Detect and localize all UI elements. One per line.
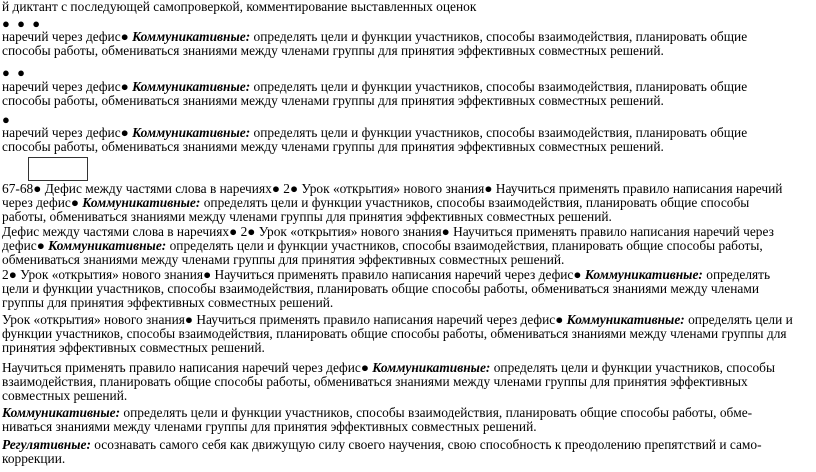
paragraph-9-line-1: Коммуникативные: определять цели и функции участников, способы взаимодействия, планировать общие способы работы, обме-	[2, 405, 753, 420]
paragraph-4-line-2: через дефис● Коммуникативные: определять цели и функции участников, способы взаимодействия, планировать общие способы	[2, 195, 750, 210]
paragraph-2-line-1: наречий через дефис● Коммуникативные: определять цели и функции участников, способы взаимодействия, планировать общие	[2, 79, 748, 94]
bullet-mark: ●	[120, 29, 129, 44]
paragraph-8-line-3: совместных решений.	[2, 388, 128, 403]
bullet-row-2: ● ●	[2, 65, 27, 80]
paragraph-10-line-2: коррекции.	[2, 451, 66, 466]
paragraph-7-line-1: Урок «открытия» нового знания● Научиться применять правило написания наречий через дефис● Коммуникативные: определять цели и	[2, 312, 793, 327]
paragraph-8-line-1: Научиться применять правило написания наречий через дефис● Коммуникативные: определять цели и функции участников, способы	[2, 360, 775, 375]
paragraph-1-line-2: способы работы, обмениваться знаниями между членами группы для принятия эффективных совместных решений.	[2, 43, 664, 58]
paragraph-3-line-1: наречий через дефис● Коммуникативные: определять цели и функции участников, способы взаимодействия, планировать общие	[2, 125, 748, 140]
bullet-row-1: ● ● ●	[2, 16, 43, 31]
paragraph-5-line-2: дефис● Коммуникативные: определять цели и функции участников, способы взаимодействия, планировать общие способы работы,	[2, 238, 763, 253]
paragraph-8-line-2: взаимодействия, планировать общие способы работы, обмениваться знаниями между членами группы для принятия эффективных	[2, 374, 748, 389]
paragraph-6-line-1: 2● Урок «открытия» нового знания● Научиться применять правило написания наречий через дефис● Коммуникативные: определять	[2, 267, 771, 282]
paragraph-2-line-2: способы работы, обмениваться знаниями между членами группы для принятия эффективных совместных решений.	[2, 93, 664, 108]
header-line: й диктант с последующей самопроверкой, комментирование выставленных оценок	[2, 0, 477, 14]
paragraph-4-line-1: 67-68● Дефис между частями слова в наречиях● 2● Урок «открытия» нового знания● Научиться применять правило написания наречий	[2, 181, 783, 196]
paragraph-5-line-1: Дефис между частями слова в наречиях● 2● Урок «открытия» нового знания● Научиться применять правило написания наречий через	[2, 224, 774, 239]
paragraph-3-line-2: способы работы, обмениваться знаниями между членами группы для принятия эффективных совместных решений.	[2, 139, 664, 154]
bullet-row-3: ●	[2, 112, 12, 127]
paragraph-5-line-3: обмениваться знаниями между членами группы для принятия эффективных совместных решений.	[2, 252, 565, 267]
regulative-label: Регулятивные:	[2, 437, 91, 452]
paragraph-7-line-3: принятия эффективных совместных решений.	[2, 340, 265, 355]
paragraph-10-line-1: Регулятивные: осознавать самого себя как движущую силу своего научения, свою способность к преодолению препятствий и само-	[2, 437, 762, 452]
paragraph-9-line-2: ниваться знаниями между членами группы для принятия эффективных совместных решений.	[2, 419, 537, 434]
empty-cell-box	[28, 157, 88, 181]
communicative-label: Коммуникативные:	[132, 29, 251, 44]
paragraph-4-line-3: работы, обмениваться знаниями между членами группы для принятия эффективных совместных решений.	[2, 209, 612, 224]
paragraph-1-line-1: наречий через дефис● Коммуникативные: определять цели и функции участников, способы взаимодействия, планировать общие	[2, 29, 748, 44]
paragraph-6-line-2: цели и функции участников, способы взаимодействия, планировать общие способы работы, обмениваться знаниями между членами	[2, 281, 759, 296]
paragraph-7-line-2: функции участников, способы взаимодействия, планировать общие способы работы, обмениваться знаниями между членами группы для	[2, 326, 787, 341]
paragraph-6-line-3: группы для принятия эффективных совместных решений.	[2, 295, 334, 310]
